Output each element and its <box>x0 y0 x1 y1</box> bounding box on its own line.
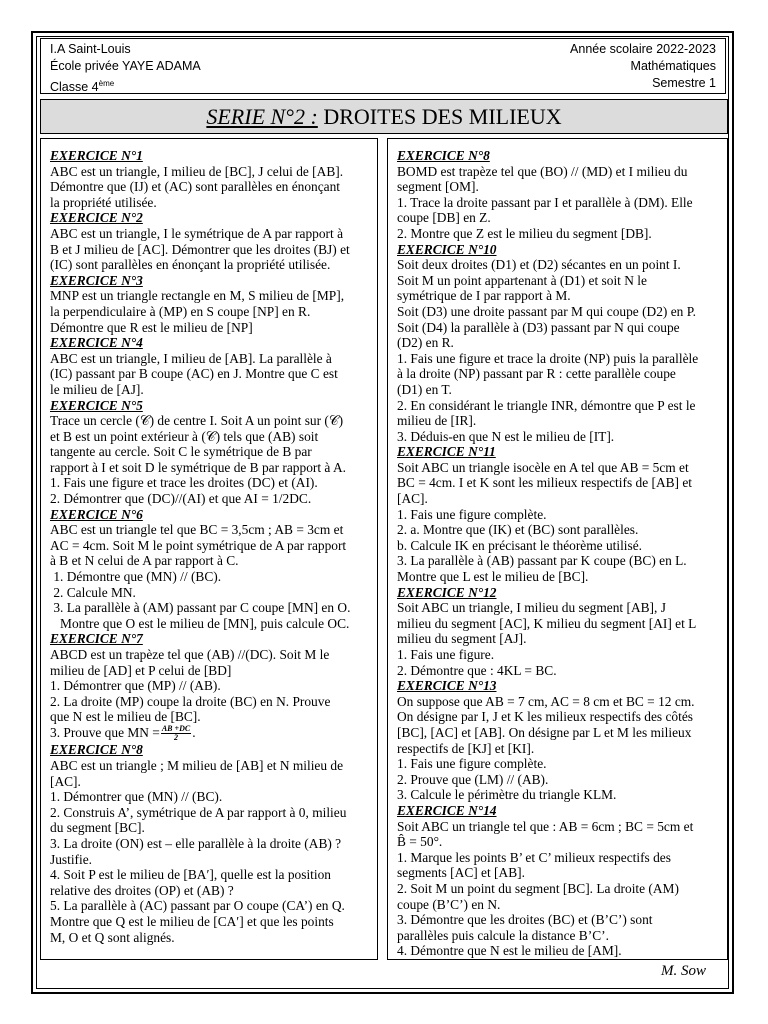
series-title <box>40 99 728 134</box>
exercise-title: EXERCICE N°1 <box>50 148 143 163</box>
exercise-line: 3. Déduis-en que N est le milieu de [IT]. <box>397 428 615 444</box>
exercise-title: EXERCICE N°3 <box>50 272 143 288</box>
exercise-line: ABC est un triangle, I le symétrique de A par rapport à <box>50 225 344 241</box>
exercise-title: EXERCICE N°6 <box>50 506 143 522</box>
exercise-line: Soit ABC un triangle tel que : AB = 6cm ; BC = 5cm et <box>397 818 694 834</box>
exercise-item: 1. Démontre que (MN) // (BC). <box>50 569 222 585</box>
exercise-block <box>50 210 371 272</box>
exercise-line: 3. La parallèle à (AB) passant par K coupe (BC) en L. <box>397 553 687 569</box>
header-right <box>570 41 716 92</box>
exercise-line: B et J milieu de [AC]. Démontrer que les droites (BJ) et <box>50 241 350 257</box>
exercise-line: (IC) passant par B coupe (AC) en J. Montre que C est <box>50 366 338 382</box>
exercise-line: respectifs de [KJ] et [KI]. <box>397 740 535 756</box>
exercise-line: On suppose que AB = 7 cm, AC = 8 cm et BC = 12 cm. <box>397 693 695 709</box>
exercise-line: à la droite (NP) passant par R : cette parallèle coupe <box>397 366 676 382</box>
exercise-line: relative des droites (OP) et (AB) ? <box>50 882 234 898</box>
fraction-numerator: AB +DC <box>161 724 191 734</box>
exercise-line: AC = 4cm. Soit M le point symétrique de A par rapport <box>50 537 347 553</box>
exercise-line: Soit (D4) la parallèle à (D3) passant par N qui coupe <box>397 319 680 335</box>
exercise-line: 3. Calcule le périmètre du triangle KLM. <box>397 787 617 803</box>
exercise-title: EXERCICE N°10 <box>397 241 497 257</box>
exercise-title: EXERCICE N°8 <box>50 742 143 758</box>
exercise-item: 2. Calcule MN. <box>50 584 136 600</box>
exercise-block <box>50 398 371 507</box>
exercise-line: 4. Démontre que N est le milieu de [AM]. <box>397 943 622 959</box>
exercise-block <box>50 742 371 945</box>
exercise-line: 2. Montre que Z est le milieu du segment [DB]. <box>397 225 652 241</box>
exercise-title: EXERCICE N°5 <box>50 397 143 413</box>
exercise-line: 1. Démontrer que (MN) // (BC). <box>50 789 223 805</box>
left-column <box>40 138 378 960</box>
exercise-line: 2. Soit M un point du segment [BC]. La droite (AM) <box>397 880 679 896</box>
exercise-block <box>50 273 371 335</box>
exercise-line: B̂ = 50°. <box>397 834 443 850</box>
exercise-title: EXERCICE N°11 <box>397 444 496 460</box>
exercise-line: 4. Soit P est le milieu de [BA′], quelle est la position <box>50 867 332 883</box>
exercise-line: à B et N celui de A par rapport à C. <box>50 553 239 569</box>
series-topic: DROITES DES MILIEUX <box>317 104 562 129</box>
document-header <box>40 38 726 94</box>
exercise-block <box>50 631 371 742</box>
exercise-line: M, O et Q sont alignés. <box>50 929 175 945</box>
exercise-line: du segment [BC]. <box>50 820 145 836</box>
exercise-line: 1. Fais une figure. <box>397 647 495 662</box>
exercise-line: milieu du segment [AJ]. <box>397 631 527 647</box>
exercise-title: EXERCICE N°12 <box>397 584 497 600</box>
header-left <box>50 41 201 96</box>
author-signature: M. Sow <box>661 963 706 979</box>
exercise-line: ABC est un triangle, I milieu de [BC], J celui de [AB]. <box>50 163 344 179</box>
exercise-line: milieu de [AD] et P celui de [BD] <box>50 662 232 678</box>
exercise-line: segment [OM]. <box>397 179 479 195</box>
exercise-line: Justifie. <box>50 851 93 867</box>
exercise-line: Montre que L est le milieu de [BC]. <box>397 569 589 585</box>
exercise-line: Soit (D3) une droite passant par M qui coupe (D2) en P. <box>397 303 696 319</box>
school-authority: I.A Saint-Louis <box>50 42 131 56</box>
exercise-line: b. Calcule IK en précisant le théorème utilisé. <box>397 537 643 553</box>
exercise-line: 2. Démontrer que (DC)//(AI) et que AI = 1/2DC. <box>50 491 312 507</box>
exercise-line: 5. La parallèle à (AC) passant par O coupe (CA’) en Q. <box>50 898 345 914</box>
exercise-block <box>397 148 721 242</box>
class-level: Classe 4ème <box>50 79 115 95</box>
exercise-block <box>397 585 721 679</box>
exercise-line: et B est un point extérieur à (𝒞) tels que (AB) soit <box>50 428 319 444</box>
exercise-block <box>397 803 721 959</box>
exercise-line: On désigne par I, J et K les milieux respectifs des côtés <box>397 709 693 725</box>
exercise-line: [AC]. <box>397 491 428 507</box>
exercise-line: 2. Démontre que : 4KL = BC. <box>397 662 557 678</box>
school-year: Année scolaire 2022-2023 <box>570 42 716 56</box>
exercise-line: 1. Trace la droite passant par I et parallèle à (DM). Elle <box>397 194 693 210</box>
exercise-block <box>50 507 371 632</box>
exercise-line: 2. Construis A’, symétrique de A par rapport à 0, milieu <box>50 804 347 820</box>
exercise-line: la perpendiculaire à (MP) en S coupe [NP] en R. <box>50 303 311 319</box>
exercise-title: EXERCICE N°13 <box>397 678 497 694</box>
exercise-line: Trace un cercle (𝒞) de centre I. Soit A un point sur (𝒞) <box>50 413 344 429</box>
exercise-title: EXERCICE N°14 <box>397 802 497 818</box>
exercise-line: BC = 4cm. I et K sont les milieux respectifs de [AB] et <box>397 475 693 491</box>
exercise-line: 1. Démontrer que (MP) // (AB). <box>50 678 221 694</box>
exercise-line: 2. En considérant le triangle INR, démontre que P est le <box>397 397 696 413</box>
exercise-line: (D1) en T. <box>397 381 452 397</box>
series-number: SERIE N°2 : <box>206 104 318 129</box>
exercise-line-fraction: 3. Prouve que MN = $\frac{AB +DC}{2}$ . <box>50 724 196 743</box>
exercise-line: Montre que Q est le milieu de [CA′] et que les points <box>50 913 334 929</box>
exercise-line: Démontre que (IJ) et (AC) sont parallèles en énonçant <box>50 179 341 195</box>
exercise-title: EXERCICE N°2 <box>50 210 143 226</box>
exercise-item: 3. La parallèle à (AM) passant par C coupe [MN] en O. <box>50 600 351 616</box>
exercise-item: Montre que O est le milieu de [MN], puis calcule OC. <box>50 615 350 631</box>
exercise-block <box>50 335 371 397</box>
exercise-line: (D2) en R. <box>397 335 454 351</box>
exercise-title: EXERCICE N°4 <box>50 335 143 351</box>
exercise-line: ABC est un triangle, I milieu de [AB]. La parallèle à <box>50 350 332 366</box>
exercise-line: 1. Fais une figure et trace la droite (NP) puis la parallèle <box>397 350 699 366</box>
exercise-line: coupe (B’C’) en N. <box>397 896 501 912</box>
exercise-line: Soit deux droites (D1) et (D2) sécantes en un point I. <box>397 257 681 273</box>
exercise-line: 3. La droite (ON) est – elle parallèle à la droite (AB) ? <box>50 835 342 851</box>
semester: Semestre 1 <box>652 76 716 90</box>
exercise-line: 1. Fais une figure et trace les droites (DC) et (AI). <box>50 475 318 491</box>
exercise-title: EXERCICE N°8 <box>397 148 490 163</box>
exercise-line: BOMD est trapèze tel que (BO) // (MD) et I milieu du <box>397 163 688 179</box>
exercise-line: Démontre que R est le milieu de [NP] <box>50 319 253 335</box>
exercise-line: MNP est un triangle rectangle en M, S milieu de [MP], <box>50 288 345 304</box>
exercise-line: tangente au cercle. Soit C le symétrique de B par <box>50 444 312 460</box>
exercise-line: [AC]. <box>50 773 81 789</box>
fraction-denominator: 2 <box>174 733 179 743</box>
exercise-title: EXERCICE N°7 <box>50 631 143 647</box>
exercise-line: 1. Fais une figure complète. <box>397 506 547 522</box>
exercise-line: coupe [DB] en Z. <box>397 210 491 226</box>
exercise-line: ABC est un triangle tel que BC = 3,5cm ; AB = 3cm et <box>50 522 344 538</box>
exercise-line: segments [AC] et [AB]. <box>397 865 525 881</box>
exercise-line: 2. a. Montre que (IK) et (BC) sont parallèles. <box>397 522 639 538</box>
exercise-line: 2. La droite (MP) coupe la droite (BC) en N. Prouve <box>50 693 331 709</box>
exercise-line: ABCD est un trapèze tel que (AB) //(DC). Soit M le <box>50 647 330 662</box>
exercise-block <box>397 678 721 803</box>
exercise-line: symétrique de I par rapport à M. <box>397 288 571 304</box>
exercise-line: 2. Prouve que (LM) // (AB). <box>397 771 549 787</box>
exercise-line: rapport à I et soit D le symétrique de B par rapport à A. <box>50 459 346 475</box>
subject: Mathématiques <box>630 59 716 73</box>
exercise-line: 3. Démontre que les droites (BC) et (B’C’) sont <box>397 912 653 928</box>
exercise-line: ABC est un triangle ; M milieu de [AB] et N milieu de <box>50 757 344 773</box>
fraction-prefix: 3. Prouve que MN = <box>50 724 160 740</box>
exercise-line: (IC) sont parallèles en énonçant la propriété utilisée. <box>50 257 331 273</box>
exercise-line: milieu du segment [AC], K milieu du segment [AI] et L <box>397 615 697 631</box>
exercise-block <box>397 242 721 445</box>
exercise-line: [BC], [AC] et [AB]. On désigne par L et M les milieux <box>397 724 692 740</box>
exercise-line: milieu de [IR]. <box>397 413 477 429</box>
exercise-line: Soit M un point appartenant à (D1) et soit N le <box>397 272 647 288</box>
exercise-line: la propriété utilisée. <box>50 194 157 210</box>
exercise-line: Soit ABC un triangle isocèle en A tel que AB = 5cm et <box>397 459 689 475</box>
school-name: École privée YAYE ADAMA <box>50 59 201 73</box>
fraction <box>161 725 191 742</box>
exercise-line: que N est le milieu de [BC]. <box>50 709 201 725</box>
exercise-block <box>50 148 371 210</box>
exercise-block <box>397 444 721 584</box>
exercise-line: 1. Fais une figure complète. <box>397 756 547 772</box>
exercise-line: le milieu de [AJ]. <box>50 381 144 397</box>
right-column <box>387 138 728 960</box>
exercise-line: 1. Marque les points B’ et C’ milieux respectifs des <box>397 849 671 865</box>
exercise-line: Soit ABC un triangle, I milieu du segment [AB], J <box>397 600 666 616</box>
exercise-line: parallèles puis calcule la distance B’C’. <box>397 927 609 943</box>
